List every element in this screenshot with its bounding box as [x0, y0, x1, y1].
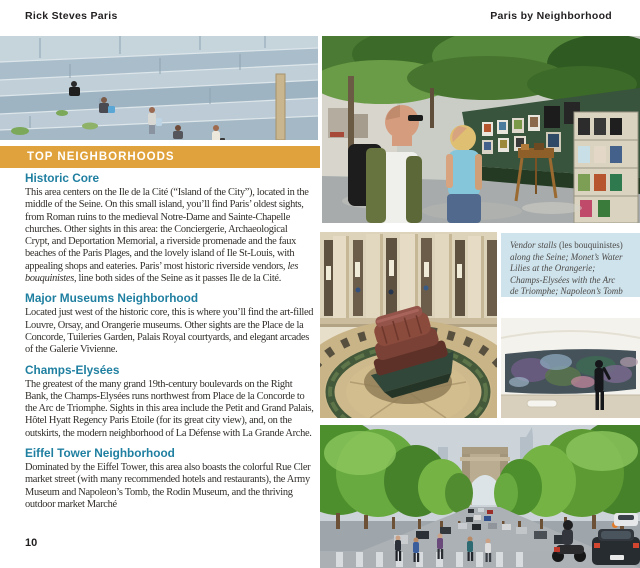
section-text-major-museums: Located just west of the historic core, this is where you’ll find the art-filled Louvre, Orsay, and Orangerie museums. Other sights are the Place de la Concorde, Tuileries Garden, Palais Royal courtyards, and elegant arcades of the Galerie Vivienne. — [25, 307, 314, 356]
running-header-right: Paris by Neighborhood — [490, 10, 612, 22]
orangerie-illustration — [501, 318, 640, 418]
photo-bouquinistes-stalls — [322, 36, 640, 223]
historic-core-text-tail: , line both sides of the Seine as it passes Ile de la Cité. — [73, 273, 282, 285]
section-heading-champs-elysees: Champs-Elysées — [25, 362, 120, 377]
photo-napoleons-tomb — [320, 232, 497, 418]
photo-champs-elysees-arc — [320, 425, 640, 568]
section-heading-eiffel-tower: Eiffel Tower Neighborhood — [25, 446, 175, 461]
caption-line-5: de Triomphe; Napoleon’s Tomb — [510, 286, 623, 297]
section-text-eiffel-tower: Dominated by the Eiffel Tower, this area also boasts the colorful Rue Cler market street (with many recommended hotels and restaurants), the Army Museum and Napoleon’s Tomb, the Rodin Museum, and the thriving outdoor market Marché — [25, 462, 311, 510]
photo-seine-steps — [0, 36, 318, 140]
section-text-historic-core — [25, 187, 314, 285]
page-number: 10 — [25, 537, 38, 549]
water-lilies-mural — [505, 349, 638, 394]
napoleons-tomb-illustration — [320, 232, 497, 418]
caption-italic-lead: Vendor stalls — [510, 240, 560, 250]
champs-elysees-illustration — [320, 425, 640, 568]
caption-line-4: Champs-Elysées with the Arc — [510, 274, 616, 285]
historic-core-italic-term: les bouquinistes — [25, 260, 299, 285]
section-heading-major-museums: Major Museums Neighborhood — [25, 291, 199, 306]
running-header-left: Rick Steves Paris — [25, 10, 118, 22]
section-heading-historic-core: Historic Core — [25, 171, 100, 185]
section-text-champs-elysees: The greatest of the many grand 19th-century boulevards on the Right Bank, the Champs-Elysées runs northwest from Place de la Concorde to the Arc de Triomphe. Sights in this area include the Petit and Grand Palais, Hôtel Hyatt Regency Paris Etoile (for its great city view), and, on the outskirts, the modern neighborhood of La Défense with La Grande Arche. — [25, 378, 314, 439]
gallery-floor — [501, 395, 640, 418]
caption-line-2: along the Seine; Monet’s Water — [510, 251, 623, 262]
bouquinistes-illustration — [322, 36, 640, 223]
caption-line-1 — [510, 240, 640, 252]
gallery-bench — [527, 400, 557, 407]
tree-foliage — [322, 36, 640, 104]
historic-core-text-lead: This area centers on the Ile de la Cité (“Island of the City”), located in the middle of the Seine. On this small island, you’ll find Paris’ oldest sights, from Roman ruins to the medieval Notre-Dame and Sainte-Chapelle churches. Other sights in this area: the Conciergerie, Archaeological Crypt, and Deportation Memorial, a riverside promenade and the faux beaches of the Paris Plages, and the lovely island of Ile St-Louis, with appealing shops and eateries. Paris’ most historic riverside vendors, — [25, 187, 309, 272]
crosswalk — [320, 551, 550, 568]
section-banner — [0, 146, 320, 168]
section-banner-label: TOP NEIGHBORHOODS — [27, 151, 175, 163]
text-column — [25, 171, 314, 517]
caption-roman-term: (les bouquinistes) — [559, 240, 623, 250]
white-taxi — [614, 513, 638, 526]
photo-orangerie-water-lilies — [501, 318, 640, 418]
postcard-rack — [574, 112, 638, 223]
photo-caption-box — [501, 233, 640, 297]
stone-pillar — [276, 74, 285, 140]
stone-steps-illustration — [0, 36, 318, 140]
caption-line-3: Lilies at the Orangerie; — [510, 263, 596, 274]
